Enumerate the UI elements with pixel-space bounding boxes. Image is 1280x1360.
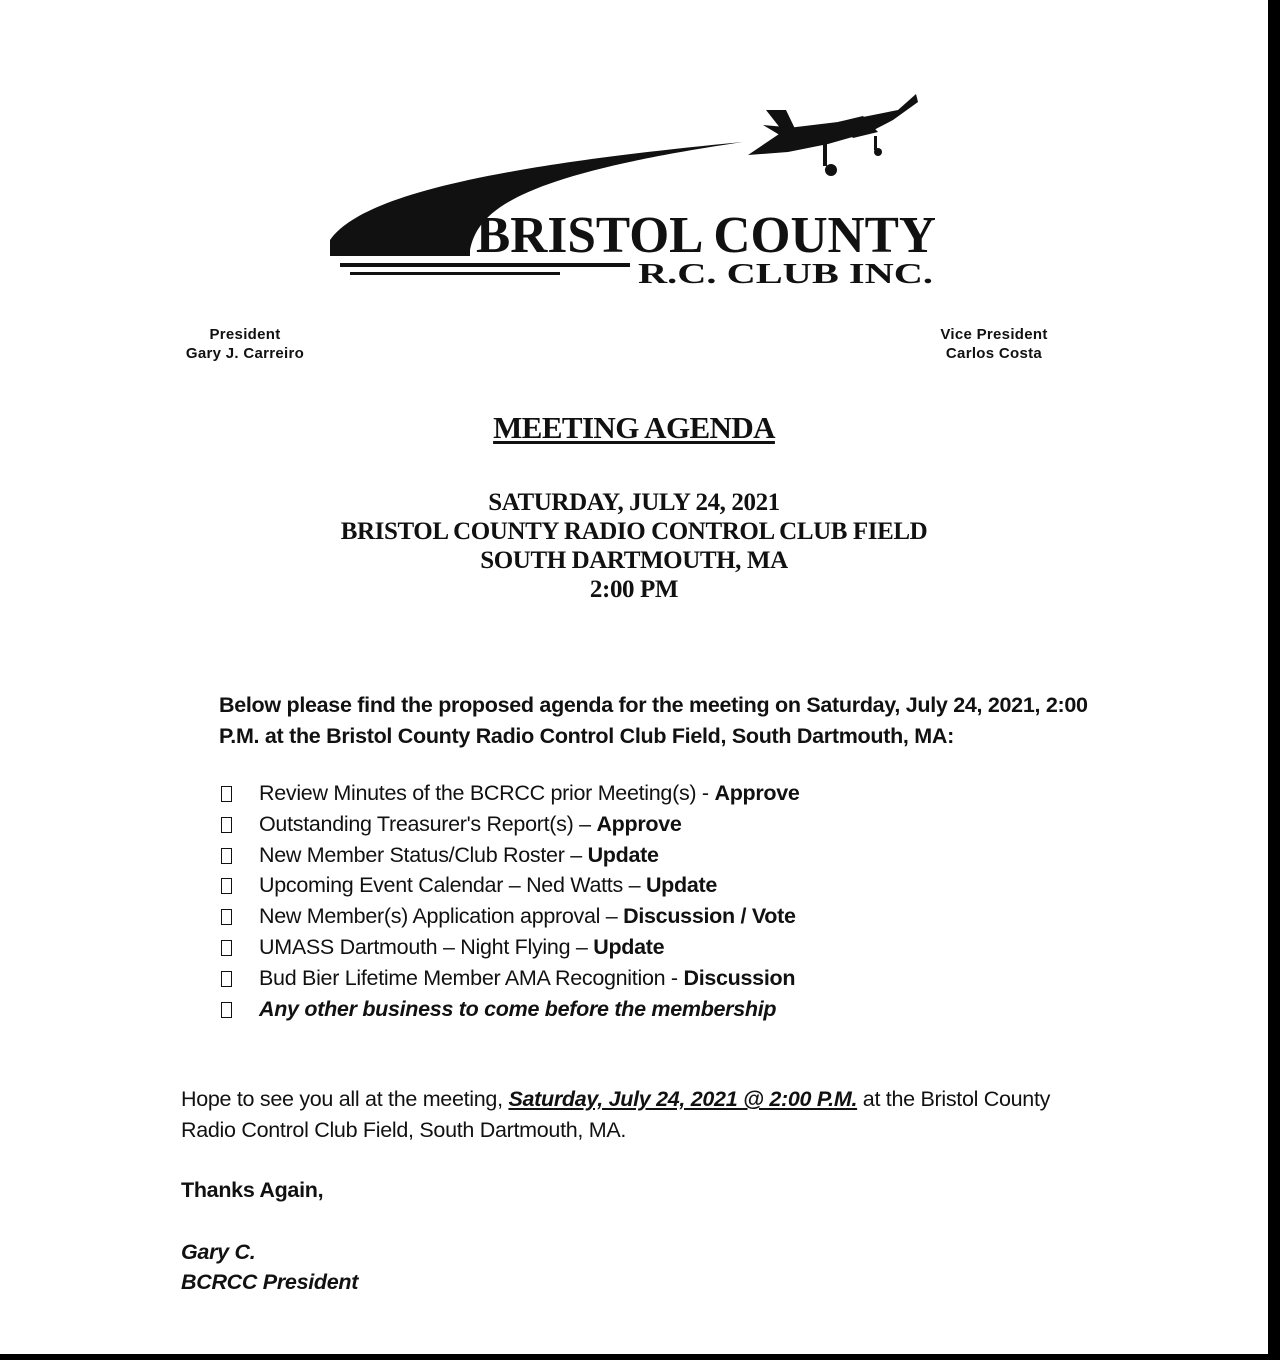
closing-paragraph: [181, 1084, 1081, 1146]
agenda-item-action: Approve: [596, 811, 682, 836]
president-block: [170, 325, 320, 363]
agenda-item-action: Update: [587, 842, 659, 867]
list-item: [218, 963, 800, 994]
event-city: SOUTH DARTMOUTH, MA: [480, 547, 788, 574]
list-item: [218, 994, 800, 1025]
checkbox-bullet-icon: [221, 786, 232, 802]
agenda-item-text: New Member Status/Club Roster –: [259, 842, 588, 867]
agenda-list: [218, 778, 800, 1024]
checkbox-bullet-icon: [221, 1002, 232, 1018]
signature-block: [181, 1237, 358, 1297]
list-item: [218, 932, 800, 963]
checkbox-bullet-icon: [221, 817, 232, 833]
vice-president-block: [915, 325, 1073, 363]
signature-name: Gary C.: [181, 1240, 256, 1264]
vice-president-title: Vice President: [940, 326, 1048, 343]
agenda-item-action: Update: [593, 934, 665, 959]
agenda-item-action: Approve: [714, 781, 800, 805]
checkbox-bullet-icon: [221, 940, 232, 956]
thanks-line: Thanks Again,: [181, 1178, 324, 1202]
club-logo: [318, 80, 948, 295]
president-name: Gary J. Carreiro: [185, 345, 305, 362]
logo-line-2: R.C. CLUB INC.: [638, 258, 933, 290]
list-item: [218, 840, 800, 871]
checkbox-bullet-icon: [221, 878, 232, 894]
checkbox-bullet-icon: [221, 909, 232, 925]
event-time: 2:00 PM: [589, 576, 679, 603]
logo-line-1: BRISTOL COUNTY: [476, 207, 936, 264]
president-title: President: [209, 326, 281, 343]
page-title-text: MEETING AGENDA: [493, 410, 775, 445]
agenda-item-text: New Member(s) Application approval –: [259, 904, 624, 929]
agenda-item-action: Any other business to come before the membership: [259, 996, 777, 1021]
list-item: [218, 809, 800, 840]
closing-after: at the Bristol County Radio Control Club Field, South Dartmouth, MA.: [181, 1087, 1051, 1142]
agenda-item-action: Discussion / Vote: [623, 904, 796, 929]
agenda-item-text: Outstanding Treasurer's Report(s) –: [259, 811, 597, 836]
agenda-item-action: Discussion: [683, 965, 796, 990]
list-item: [218, 870, 800, 901]
event-date: SATURDAY, JULY 24, 2021: [488, 489, 780, 516]
list-item: [218, 901, 800, 932]
agenda-item-text: Bud Bier Lifetime Member AMA Recognition -: [259, 965, 684, 990]
agenda-item-text: Review Minutes of the BCRCC prior Meeting(s) -: [259, 781, 715, 805]
event-details: [0, 488, 1268, 604]
closing-emphasis: Saturday, July 24, 2021 @ 2:00 P.M.: [508, 1087, 858, 1111]
closing-before: Hope to see you all at the meeting,: [181, 1087, 509, 1111]
list-item: [218, 778, 800, 809]
page-title: [0, 410, 1268, 446]
agenda-item-text: Upcoming Event Calendar – Ned Watts –: [259, 873, 646, 898]
intro-paragraph: Below please find the proposed agenda for the meeting on Saturday, July 24, 2021, 2:00 P.M. at the Bristol County Radio Control Club Field, South Dartmouth, MA:: [219, 693, 1088, 748]
checkbox-bullet-icon: [221, 848, 232, 864]
vice-president-name: Carlos Costa: [945, 345, 1043, 362]
event-location: BRISTOL COUNTY RADIO CONTROL CLUB FIELD: [340, 518, 928, 545]
signature-title: BCRCC President: [181, 1270, 359, 1294]
checkbox-bullet-icon: [221, 971, 232, 987]
agenda-item-text: UMASS Dartmouth – Night Flying –: [259, 934, 594, 959]
airplane-logo-icon: [318, 80, 948, 295]
agenda-item-action: Update: [645, 873, 718, 898]
